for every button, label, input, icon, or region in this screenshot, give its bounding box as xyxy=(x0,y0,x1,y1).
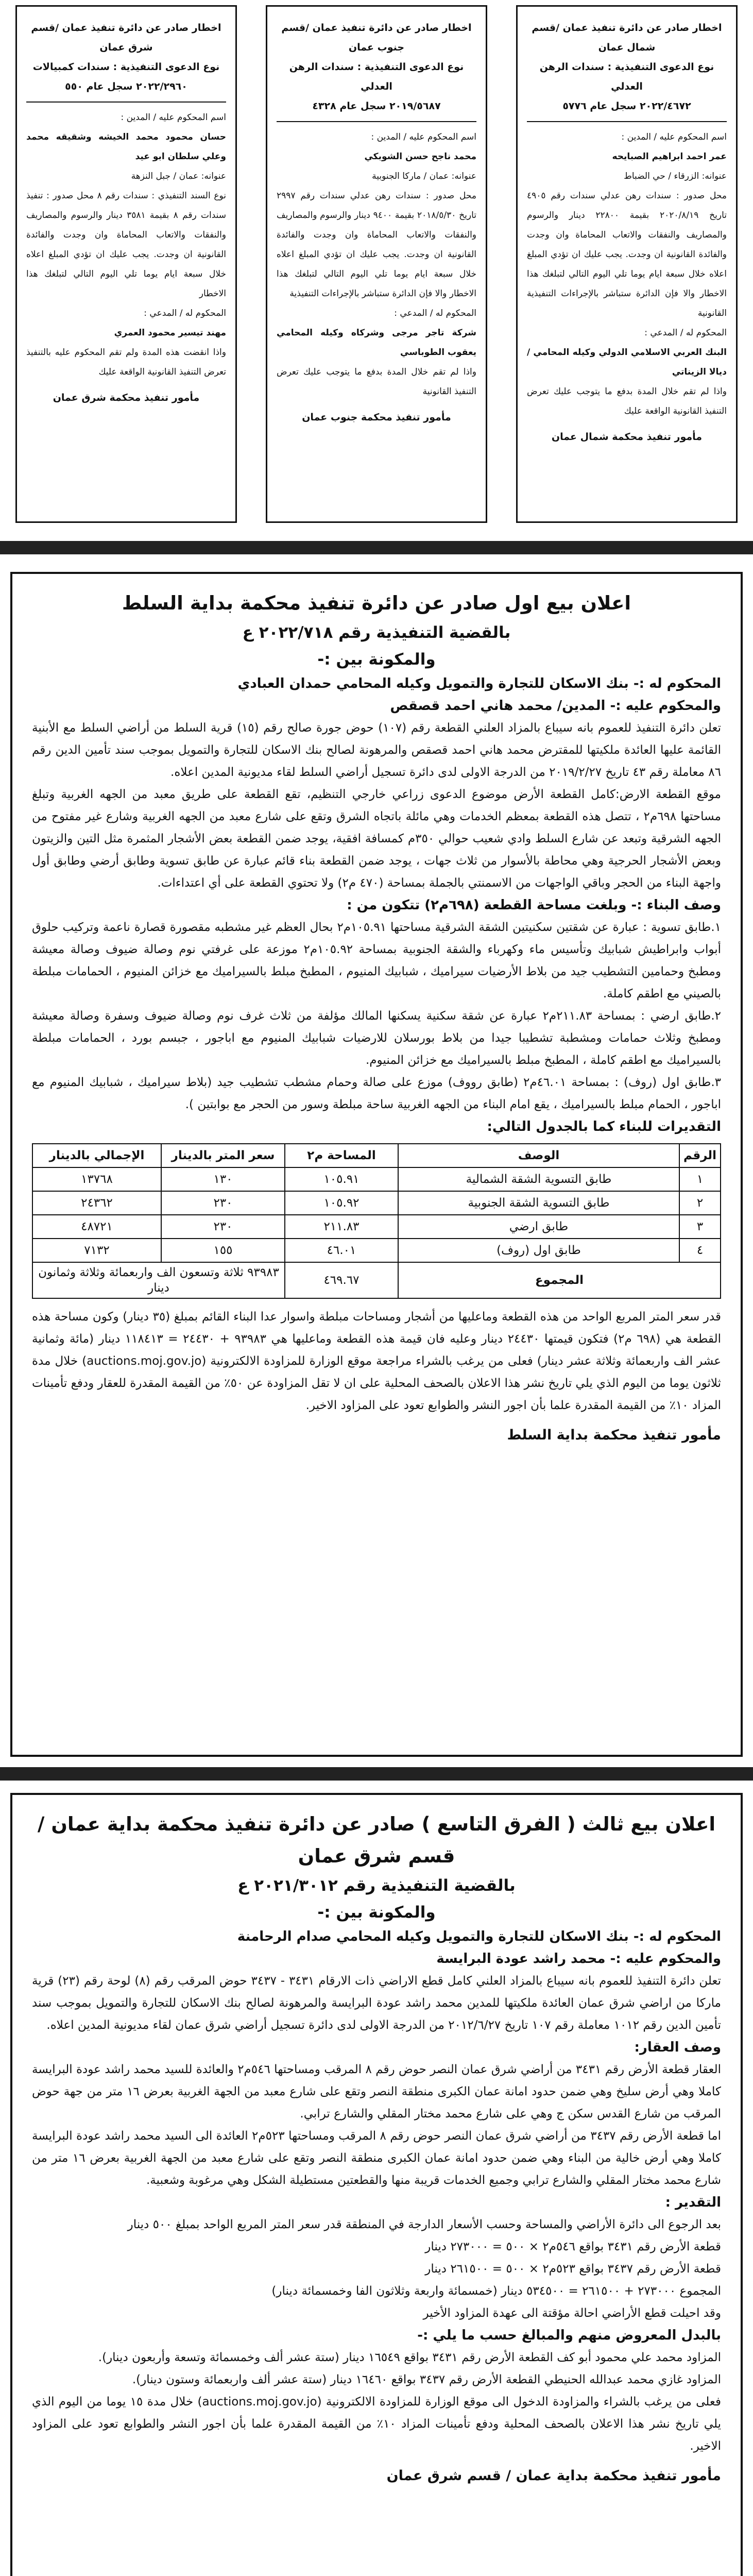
debtor-label: اسم المحكوم عليه / المدين : xyxy=(121,112,226,123)
page-divider xyxy=(0,1767,753,1781)
bid-item: المزاود غازي محمد عبدالله الحنيطي القطعة الأرض رقم ٣٤٣٧ بواقع ١٦٤٦٠ دينار (ستة عشر ألف واربعمائة وستون دينار). xyxy=(132,2373,721,2386)
debtor-address: عنوانه: عمان / جبل النزهة xyxy=(131,171,226,181)
debtor-name: محمد ناجح حسن الشوبكي xyxy=(364,151,476,162)
notice-title: اعلان بيع ثالث ( الفرق التاسع ) صادر عن دائرة تنفيذ محكمة بداية عمان / قسم شرق عمان xyxy=(37,1813,716,1867)
table-intro: التقديرات للبناء كما بالجدول التالي: xyxy=(487,1119,721,1134)
divider xyxy=(527,121,727,122)
bid-item: المزاود محمد علي محمود أبو كف القطعة الأرض رقم ٣٤٣١ بواقع ١٦٥٤٩ دينار (ستة عشر ألف وخمسمائة وتسعة وأربعون دينار). xyxy=(98,2351,721,2364)
creditor-label: المحكوم له / المدعي : xyxy=(644,328,727,338)
bids-heading: بالبدل المعروض منهم والمبالغ حسب ما يلي :- xyxy=(417,2328,721,2343)
notice-title: اعلان بيع اول صادر عن دائرة تنفيذ محكمة بداية السلط xyxy=(122,592,631,614)
table-cell: ٢٣٠ xyxy=(161,1191,285,1215)
notice-footer: واذا انقضت هذه المدة ولم تقم المحكوم عليه بالتنفيذ تعرض التنفيذ القانونية الواقعة عليك xyxy=(26,347,226,377)
table-cell: ٣ xyxy=(679,1215,721,1239)
column-header: المساحة م٢ xyxy=(285,1144,398,1167)
table-total-row xyxy=(32,1262,721,1298)
valuation-item: المجموع ٢٧٣٠٠٠ + ٢٦١٥٠٠ = ٥٣٤٥٠٠ دينار (خمسمائة واربعة وثلاثون الفا وخمسمائة دينار) xyxy=(271,2284,721,2298)
notice-signature: مأمور تنفيذ محكمة بداية عمان / قسم شرق عمان xyxy=(386,2468,721,2484)
composition-label: والمكونة بين :- xyxy=(317,1903,436,1922)
building-item: ١.طابق تسوية : عبارة عن شقتين سكنيتين الشقة الشرقية مساحتها ١٠٥.٩١م٢ بحال العظم غير مشطبه مقصورة قصارة ناعمة وتركيب حلوق أبواب وابراطيش شبابيك وتأسيس ماء وكهرباء والشقة الجنوبية بمساحة ١٠٥.٩٢م٢ موزعة على غرفتي نوم وصالة ضيوف وصالة معيشة ومطبخ وحمامين التشطيب جيد من بلاط الأرضيات سيراميك ، شبابيك المنيوم ، المطبخ مبلط بالسيراميك مع خزائن المنيوم ، الحمامات مبلطة بالصيني مع اطقم كاملة. xyxy=(32,921,722,1001)
notice-body: محل صدور : سندات رهن عدلي سندات رقم ٢٩٩٧ تاريخ ٢٠١٨/٥/٣٠ بقيمة ٩٤٠٠ دينار والرسوم والمصاريف والنفقات والاتعاب المحاماة وان وجدت والفائدة القانونية ان وجدت. يجب عليك ان تؤدي المبلغ اعلاه خلال سبعة ايام يوما تلي اليوم التالي لتبلغك هذا الاخطار والا فإن الدائرة ستباشر بالإجراءات التنفيذية xyxy=(277,191,476,299)
column-header: الوصف xyxy=(398,1144,679,1167)
location-parcel-2: اما قطعة الأرض رقم ٣٤٣٧ من أراضي شرق عمان النصر حوض رقم ٨ المرقب ومساحتها ٥٢٣م٢ العائدة الى السيد محمد راشد عودة البرايسة كاملا وهي أرض خالية من البناء وهي ضمن حدود امانة عمان الكبرى منطقة النصر وتقع على شارع معبد من الجهة الغربية بعرض ١٦ متر من شارع محمد مختار المقلي والشارع ترابي وجميع الخدمات قريبة منها والقطعتين مستطيلة الشكل وهي مرغوبة وشعبية. xyxy=(32,2129,721,2187)
notice-south-amman xyxy=(266,5,487,523)
notice-header: اخطار صادر عن دائرة تنفيذ عمان /قسم جنوب عمان xyxy=(281,22,472,53)
debtor-name: حسان محمود محمد الخيشه وشقيقه محمد وعلي سلطان ابو عيد xyxy=(26,132,226,162)
creditor-label: المحكوم له / المدعي : xyxy=(394,308,476,318)
total-area: ٤٦٩.٦٧ xyxy=(285,1262,398,1298)
notice-signature: مأمور تنفيذ محكمة بداية السلط xyxy=(507,1427,721,1443)
notice-footer: واذا لم تقم خلال المدة بدفع ما يتوجب عليك تعرض التنفيذ القانونية الواقعة عليك xyxy=(527,386,727,416)
claimant: المحكوم له :- بنك الاسكان للتجارة والتمويل وكيله المحامي حمدان العبادي xyxy=(237,676,721,691)
notice-signature: مأمور تنفيذ محكمة شمال عمان xyxy=(551,431,703,443)
sale-notice-east-amman xyxy=(10,1793,743,2576)
table-row xyxy=(32,1167,721,1191)
column-header: سعر المتر بالدينار xyxy=(161,1144,285,1167)
defendant: والمحكوم عليه :- محمد راشد عودة البرايسة xyxy=(436,1951,721,1967)
table-header-row xyxy=(32,1144,721,1167)
table-cell: ٢ xyxy=(679,1191,721,1215)
valuation-heading: التقدير : xyxy=(665,2195,721,2210)
case-number: بالقضية التنفيذية رقم ٢٠٢١/٣٠١٢ ع xyxy=(237,1876,516,1895)
case-number: ٢٠٢٢/٤٦٧٢ سجل عام ٥٧٧٦ xyxy=(562,100,691,112)
case-number: ٢٠١٩/٥٦٨٧ سجل عام ٤٣٢٨ xyxy=(312,100,441,112)
valuation-table xyxy=(32,1143,721,1299)
table-cell: ١٥٥ xyxy=(161,1239,285,1262)
case-type: نوع الدعوى التنفيذية : سندات الرهن العدلي xyxy=(289,61,464,92)
referral-note: وقد احيلت قطع الأراضي احالة مؤقتة الى عهدة المزاود الأخير xyxy=(423,2307,721,2320)
table-cell: ٢١١.٨٣ xyxy=(285,1215,398,1239)
total-label: المجموع xyxy=(398,1262,721,1298)
sale-intro: تعلن دائرة التنفيذ للعموم بانه سيباع بالمزاد العلني كامل قطع الاراضي ذات الارقام ٣٤٣١ - ٣٤٣٧ حوض المرقب رقم (٨) لوحة رقم (٢٣) قرية ماركا من اراضي شرق عمان العائدة ملكيتها للمدين محمد راشد عودة البرايسة والمرهونة لصالح بنك الاسكان للتجارة والتمويل بموجب سند تأمين الدين رقم ١٠١٢ معاملة رقم ١٠٧ تاريخ ٢٠١٢/٦/٢٧ من الدرجة الاولى لدى دائرة تسجيل أراضي شرق عمان لقاء مديونية المدين اعلاه. xyxy=(32,1974,722,2032)
table-row xyxy=(32,1191,721,1215)
case-type: نوع الدعوى التنفيذية : سندات الرهن العدلي xyxy=(539,61,714,92)
sale-notice-salt xyxy=(10,572,743,1757)
notice-header: اخطار صادر عن دائرة تنفيذ عمان /قسم شمال عمان xyxy=(532,22,722,53)
notice-north-amman xyxy=(516,5,738,523)
case-type: نوع الدعوى التنفيذية : سندات كمبيالات xyxy=(32,61,220,73)
building-item: ٢.طابق ارضي : بمساحة ٢١١.٨٣م٢ عبارة عن شقة سكنية يسكنها المالك مؤلفة من ثلاث غرف نوم وصالة ضيوف وسفرة وصالة معيشة ومطبخ وثلاث حمامات ومشطبة تشطيبا جيدا من بلاط بورسلان للارضيات شبابيك المنيوم مع اباجور ، جبسم بورد ، الحمامات مبلطة بالسيراميك مع اطقم كاملة ، المطبخ مبلط بالسيراميك مع خزائن المنيوم. xyxy=(32,1009,722,1067)
composition-label: والمكونة بين :- xyxy=(317,650,436,669)
building-item: ٣.طابق اول (روف) : بمساحة ٤٦.٠١م٢ (طابق رووف) موزع على صالة وحمام مشطب تشطيب جيد (بلاط سيراميك ، شبابيك المنيوم مع اباجور ، الحمام مبلط بالسيراميك ، يقع امام البناء من الجهه الغربية ساحة مبلطة وسور من الحجر مع بوابتين ). xyxy=(32,1076,721,1111)
defendant: والمحكوم عليه :- المدين/ محمد هاني احمد قصقص xyxy=(390,698,721,714)
table-cell: ٢٣٠ xyxy=(161,1215,285,1239)
debtor-address: عنوانه: عمان / ماركا الجنوبية xyxy=(372,171,476,181)
table-row xyxy=(32,1239,721,1262)
table-cell: طابق التسوية الشقة الجنوبية xyxy=(398,1191,679,1215)
building-description-heading: وصف البناء :- وبلغت مساحة القطعة (٦٩٨م٢) تتكون من : xyxy=(347,897,721,913)
notice-signature: مأمور تنفيذ محكمة شرق عمان xyxy=(53,392,200,403)
notice-body: محل صدور : سندات رهن عدلي سندات رقم ٤٩٠٥ تاريخ ٢٠٢٠/٨/١٩ بقيمة ٢٢٨٠٠ دينار والرسوم والمصاريف والنفقات والاتعاب المحاماة وان وجدت والفائدة القانونية ان وجدت. يجب عليك ان تؤدي المبلغ اعلاه خلال سبعة ايام يوما تلي اليوم التالي لتبلغك هذا الاخطار والا فإن الدائرة ستباشر بالإجراءات التنفيذية القانونية xyxy=(527,191,727,318)
notice-east-amman xyxy=(15,5,237,523)
table-cell: طابق التسوية الشقة الشمالية xyxy=(398,1167,679,1191)
table-cell: ٤ xyxy=(679,1239,721,1262)
page-divider xyxy=(0,541,753,554)
case-number: ٢٠٢٢/٢٩٦٠ سجل عام ٥٥٠ xyxy=(65,81,187,92)
valuation-item: قطعة الأرض رقم ٣٤٣٧ بواقع ٥٢٣م٢ × ٥٠٠ = ٢٦١٥٠٠ دينار xyxy=(425,2262,721,2276)
notice-header: اخطار صادر عن دائرة تنفيذ عمان /قسم شرق عمان xyxy=(31,22,221,53)
closing-paragraph: فعلى من يرغب بالشراء والمزاودة الدخول الى موقع الوزارة للمزاودة الالكترونية (auctions.moj.gov.jo) خلال مدة ١٥ يوما من اليوم الذي يلي تاريخ نشر هذا الاعلان بالصحف المحلية ودفع تأمينات المزاد ١٠٪ من القيمة المقدرة علما بأن اجور النشر والطوابع تعود على المزاود الاخير. xyxy=(32,2395,721,2453)
notice-signature: مأمور تنفيذ محكمة جنوب عمان xyxy=(302,412,451,423)
location-heading: وصف العقار: xyxy=(634,2040,721,2055)
valuation-intro: بعد الرجوع الى دائرة الأراضي والمساحة وحسب الأسعار الدارجة في المنطقة قدر سعر المتر المربع الواحد بمبلغ ٥٠٠ دينار xyxy=(127,2218,721,2231)
creditor-name: مهند تيسير محمود العمري xyxy=(114,328,226,338)
table-cell: طابق ارضي xyxy=(398,1215,679,1239)
claimant: المحكوم له :- بنك الاسكان للتجارة والتمويل وكيله المحامي صدام الرحامنة xyxy=(237,1929,721,1944)
case-number: بالقضية التنفيذية رقم ٢٠٢٢/٧١٨ ع xyxy=(242,623,511,642)
valuation-item: قطعة الأرض رقم ٣٤٣١ بواقع ٥٤٦م٢ × ٥٠٠ = ٢٧٣٠٠٠ دينار xyxy=(425,2240,721,2253)
debtor-label: اسم المحكوم عليه / المدين : xyxy=(621,132,727,142)
table-cell: ٤٨٧٢١ xyxy=(32,1215,161,1239)
notice-footer: واذا لم تقم خلال المدة بدفع ما يتوجب عليك تعرض التنفيذ القانونية xyxy=(277,367,476,397)
sale-intro: تعلن دائرة التنفيذ للعموم بانه سيباع بالمزاد العلني القطعة رقم (١٠٧) حوض جورة صالح رقم (١٥) قرية السلط من أراضي السلط مع الأبنية القائمة عليها العائدة ملكيتها للمقترض محمد هاني احمد قصقص والمرهونة لصالح بنك الاسكان للتجارة والتمويل بموجب سند تأمين الدين رقم ٨٦ معاملة رقم ٤٣ تاريخ ٢٠١٩/٢/٢٧ من الدرجة الاولى لدى دائرة تسجيل أراضي السلط لقاء مديونية المدين اعلاه. xyxy=(32,721,722,779)
table-cell: طابق اول (روف) xyxy=(398,1239,679,1262)
debtor-address: عنوانه: الزرقاء / حي الضباط xyxy=(624,171,727,181)
creditor-name: البنك العربي الاسلامي الدولي وكيله المحامي / ديالا الزيناتي xyxy=(527,347,727,377)
creditor-label: المحكوم له / المدعي : xyxy=(144,308,226,318)
table-cell: ١٣٧٦٨ xyxy=(32,1167,161,1191)
column-header: الإجمالي بالدينار xyxy=(32,1144,161,1167)
divider xyxy=(26,101,226,103)
creditor-name: شركة تاجر مرجى وشركاه وكيله المحامي يعقوب الطوباسي xyxy=(277,328,476,358)
debtor-label: اسم المحكوم عليه / المدين : xyxy=(371,132,476,142)
property-description: موقع القطعة الارض:كامل القطعة الأرض موضوع الدعوى زراعي خارجي التنظيم، تقع القطعة على طريق معبد من الجهه الغربية وتبلغ مساحتها ٦٩٨م٢ ، تتصل هذه القطعة بمعظم الخدمات وهي مائلة باتجاه الشرق وتقع على شارع معبد من الجهه الغربية وشارع غير مفتوح من الجهه الشرقية وتبعد عن شارع السلط وادي شعيب حوالي ٣٥٠م كمسافة افقية، يوجد ضمن القطعة بعض الأشجار المثمرة مثل التين والزيتون وبعض الأشجار الحرجية وهي محاطة بالأسوار من ثلاث جهات ، يوجد ضمن القطعة بناء قائم عبارة عن طابق تسوية وطابق أرضي وطابق أول واجهة البناء من الحجر وباقي الواجهات من الاسمنتي بالجملة بمساحة (٤٧٠ م٢) ولا تحتوي القطعة على أي اعتداءات. xyxy=(32,788,721,890)
table-cell: ١٠٥.٩١ xyxy=(285,1167,398,1191)
top-notices xyxy=(15,5,738,523)
table-row xyxy=(32,1215,721,1239)
closing-paragraph: قدر سعر المتر المربع الواحد من هذه القطعة وماعليها من أشجار ومساحات مبلطة واسوار عدا البناء القائم بمبلغ (٣٥ دينار) وكون مساحة هذه القطعة هي (٦٩٨ م٢) فتكون قيمتها ٢٤٤٣٠ دينار وعليه فان قيمة هذه القطعة وماعليها هي ٩٣٩٨٣ + ٢٤٤٣٠ = ١١٨٤١٣ دينار (مائة وثمانية عشر الف واربعمائة وثلاثة عشر دينار) فعلى من يرغب بالشراء مراجعة موقع الوزارة للمزاودة الالكترونية (auctions.moj.gov.jo) خلال مدة ثلاثون يوما من اليوم الذي يلي تاريخ نشر هذا الاعلان بالصحف المحلية على ان لا تقل المزاودة عن ٥٠٪ من القيمة المقدرة للعقار ودفع تأمينات المزاد ١٠٪ من القيمة المقدرة علما بأن اجور النشر والطوابع تعود على المزاود الاخير. xyxy=(32,1310,722,1412)
column-header: الرقم xyxy=(679,1144,721,1167)
table-cell: ٤٦.٠١ xyxy=(285,1239,398,1262)
divider xyxy=(277,121,476,122)
total-value: ٩٣٩٨٣ ثلاثة وتسعون الف واربعمائة وثلاثة وثمانون دينار xyxy=(32,1262,285,1298)
debtor-name: عمر احمد ابراهيم الصبايحه xyxy=(612,151,727,162)
location-parcel-1: العقار قطعة الأرض رقم ٣٤٣١ من أراضي شرق عمان النصر حوض رقم ٨ المرقب ومساحتها ٥٤٦م٢ والعائدة للسيد محمد راشد عودة البرايسة كاملا وهي أرض سليخ وهي ضمن حدود امانة عمان الكبرى منطقة النصر وتقع على شارع معبد من الجهة الغربية بعرض ١٦ متر من جهة حوض المرقب من شارع القدس سكن ج وهي على شارع محمد مختار المقلي والشارع ترابي. xyxy=(32,2063,722,2121)
table-cell: ١٠٥.٩٢ xyxy=(285,1191,398,1215)
table-cell: ٢٤٣٦٢ xyxy=(32,1191,161,1215)
table-cell: ١ xyxy=(679,1167,721,1191)
table-cell: ٧١٣٢ xyxy=(32,1239,161,1262)
notice-body: نوع السند التنفيذي : سندات رقم ٨ محل صدور : تنفيذ سندات رقم ٨ بقيمة ٣٥٨١ دينار والرسوم والمصاريف والنفقات والاتعاب المحاماة وان وجدت والفائدة القانونية ان وجدت. يجب عليك ان تؤدي المبلغ اعلاه خلال سبعة ايام يوما تلي اليوم التالي لتبلغك هذا الاخطار xyxy=(26,191,226,299)
table-cell: ١٣٠ xyxy=(161,1167,285,1191)
